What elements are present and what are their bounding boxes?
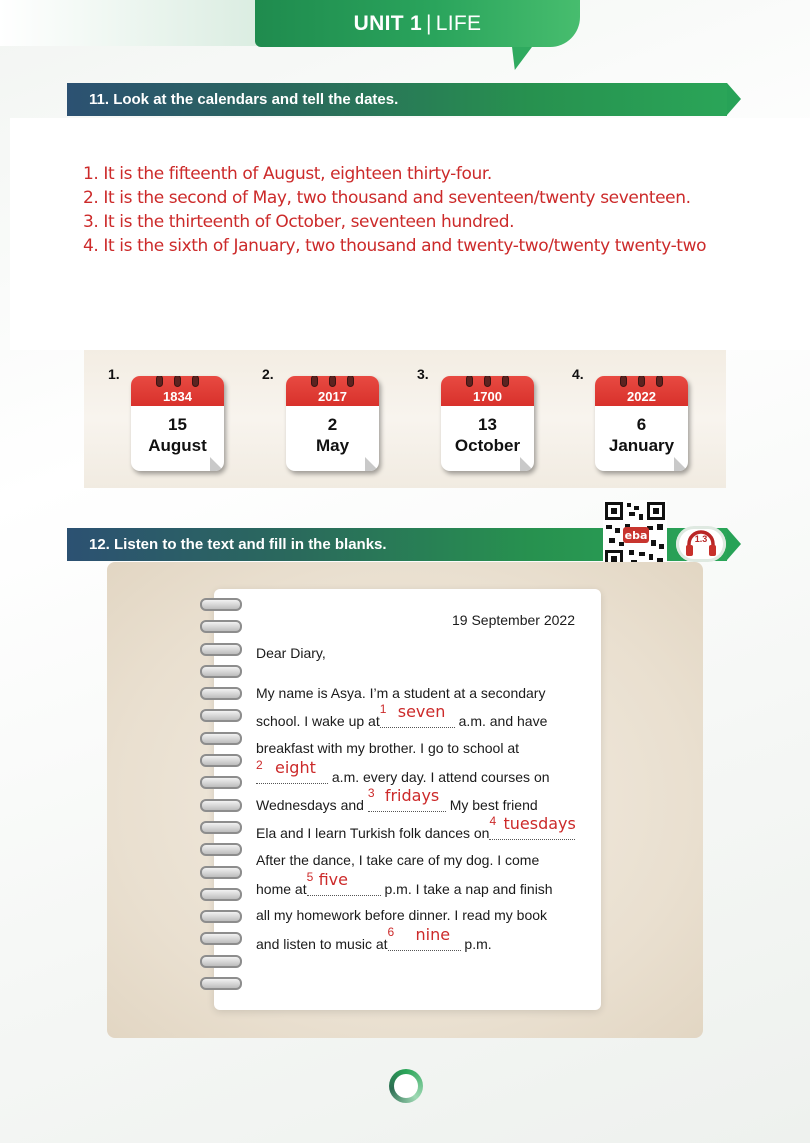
calendar-number: 3. bbox=[417, 366, 429, 382]
calendar-day: 13 bbox=[478, 415, 497, 434]
calendar-month: October bbox=[454, 436, 521, 455]
calendar-number: 4. bbox=[572, 366, 584, 382]
calendar-year: 1700 bbox=[441, 376, 534, 406]
calendar-rings bbox=[286, 376, 379, 387]
headphones-icon bbox=[681, 529, 721, 559]
blank-field[interactable] bbox=[379, 702, 455, 728]
diary-text: a.m. and have bbox=[458, 713, 548, 729]
diary-line bbox=[256, 870, 553, 897]
page-curl-icon bbox=[674, 457, 688, 471]
blank-field[interactable] bbox=[306, 870, 381, 896]
qr-brand-label: eba bbox=[624, 529, 648, 542]
section-11-title: 11. Look at the calendars and tell the dates. bbox=[67, 83, 727, 116]
calendar-card bbox=[595, 376, 688, 471]
calendar-card bbox=[441, 376, 534, 471]
diary-text: and listen to music at bbox=[256, 936, 388, 952]
diary-text: home at bbox=[256, 881, 307, 897]
calendar-month: May bbox=[315, 436, 350, 455]
blank-field[interactable] bbox=[367, 786, 446, 812]
blank-field[interactable] bbox=[256, 758, 328, 784]
blank-answer: seven bbox=[397, 702, 446, 721]
track-number-badge: 1.3 bbox=[694, 534, 708, 544]
blank-number: 2 bbox=[256, 758, 263, 772]
diary-line: My name is Asya. I’m a student at a secondary bbox=[256, 685, 546, 701]
diary-line bbox=[256, 758, 550, 785]
calendar-day: 15 bbox=[168, 415, 187, 434]
notebook-spiral bbox=[198, 594, 242, 995]
diary-line bbox=[256, 925, 492, 952]
blank-number: 5 bbox=[306, 870, 314, 884]
calendar-card bbox=[286, 376, 379, 471]
diary-text: p.m. bbox=[464, 936, 492, 952]
calendar-day: 2 bbox=[327, 415, 338, 434]
calendar-number: 1. bbox=[108, 366, 120, 382]
diary-line bbox=[256, 786, 538, 813]
diary-greeting: Dear Diary, bbox=[256, 645, 326, 661]
blank-answer: five bbox=[318, 870, 348, 889]
blank-answer: tuesdays bbox=[503, 814, 576, 833]
unit-header bbox=[255, 0, 580, 47]
unit-separator: | bbox=[425, 11, 432, 35]
answer-line: 1. It is the fifteenth of August, eighteen thirty-four. bbox=[83, 164, 492, 184]
calendar-card bbox=[131, 376, 224, 471]
blank-answer: nine bbox=[415, 925, 451, 944]
calendar-month: January bbox=[608, 436, 675, 455]
page-curl-icon bbox=[210, 457, 224, 471]
blank-field[interactable] bbox=[387, 925, 461, 951]
unit-theme: LIFE bbox=[435, 11, 482, 35]
diary-line bbox=[256, 702, 548, 729]
blank-answer: fridays bbox=[384, 786, 440, 805]
calendar-year: 1834 bbox=[131, 376, 224, 406]
blank-number: 4 bbox=[489, 814, 497, 828]
diary-text: a.m. every day. I attend courses on bbox=[331, 769, 550, 785]
qr-code-icon[interactable] bbox=[603, 500, 667, 570]
calendar-day: 6 bbox=[636, 415, 647, 434]
diary-text: school. I wake up at bbox=[256, 713, 380, 729]
diary-text: My best friend bbox=[449, 797, 538, 813]
blank-number: 6 bbox=[387, 925, 395, 939]
answer-line: 3. It is the thirteenth of October, seventeen hundred. bbox=[83, 212, 515, 232]
calendar-year: 2017 bbox=[286, 376, 379, 406]
calendar-rings bbox=[595, 376, 688, 387]
calendar-month: August bbox=[148, 436, 207, 455]
blank-field[interactable] bbox=[489, 814, 576, 840]
answer-line: 2. It is the second of May, two thousand and seventeen/twenty seventeen. bbox=[83, 188, 691, 208]
diary-line: breakfast with my brother. I go to school at bbox=[256, 740, 520, 756]
blank-number: 1 bbox=[379, 702, 387, 716]
unit-label: UNIT 1 bbox=[353, 11, 422, 35]
calendar-number: 2. bbox=[262, 366, 274, 382]
unit-header-strip bbox=[0, 0, 270, 46]
section-12-title: 12. Listen to the text and fill in the blanks. bbox=[67, 528, 727, 561]
answer-box bbox=[10, 118, 810, 350]
diary-text: Wednesdays and bbox=[256, 797, 364, 813]
diary-text: Ela and I learn Turkish folk dances on bbox=[256, 825, 490, 841]
page-indicator-icon bbox=[389, 1069, 423, 1103]
page-curl-icon bbox=[365, 457, 379, 471]
calendar-rings bbox=[131, 376, 224, 387]
blank-answer: eight bbox=[275, 758, 316, 777]
diary-line bbox=[256, 814, 576, 841]
diary-line: all my homework before dinner. I read my book bbox=[256, 907, 548, 923]
audio-badge[interactable] bbox=[676, 526, 726, 562]
calendar-rings bbox=[441, 376, 534, 387]
calendar-year: 2022 bbox=[595, 376, 688, 406]
diary-date: 19 September 2022 bbox=[452, 612, 575, 628]
blank-number: 3 bbox=[367, 786, 375, 800]
diary-text: p.m. I take a nap and finish bbox=[384, 881, 553, 897]
diary-line: After the dance, I take care of my dog. I come bbox=[256, 852, 540, 868]
page-curl-icon bbox=[520, 457, 534, 471]
answer-line: 4. It is the sixth of January, two thousand and twenty-two/twenty twenty-two bbox=[83, 236, 707, 256]
